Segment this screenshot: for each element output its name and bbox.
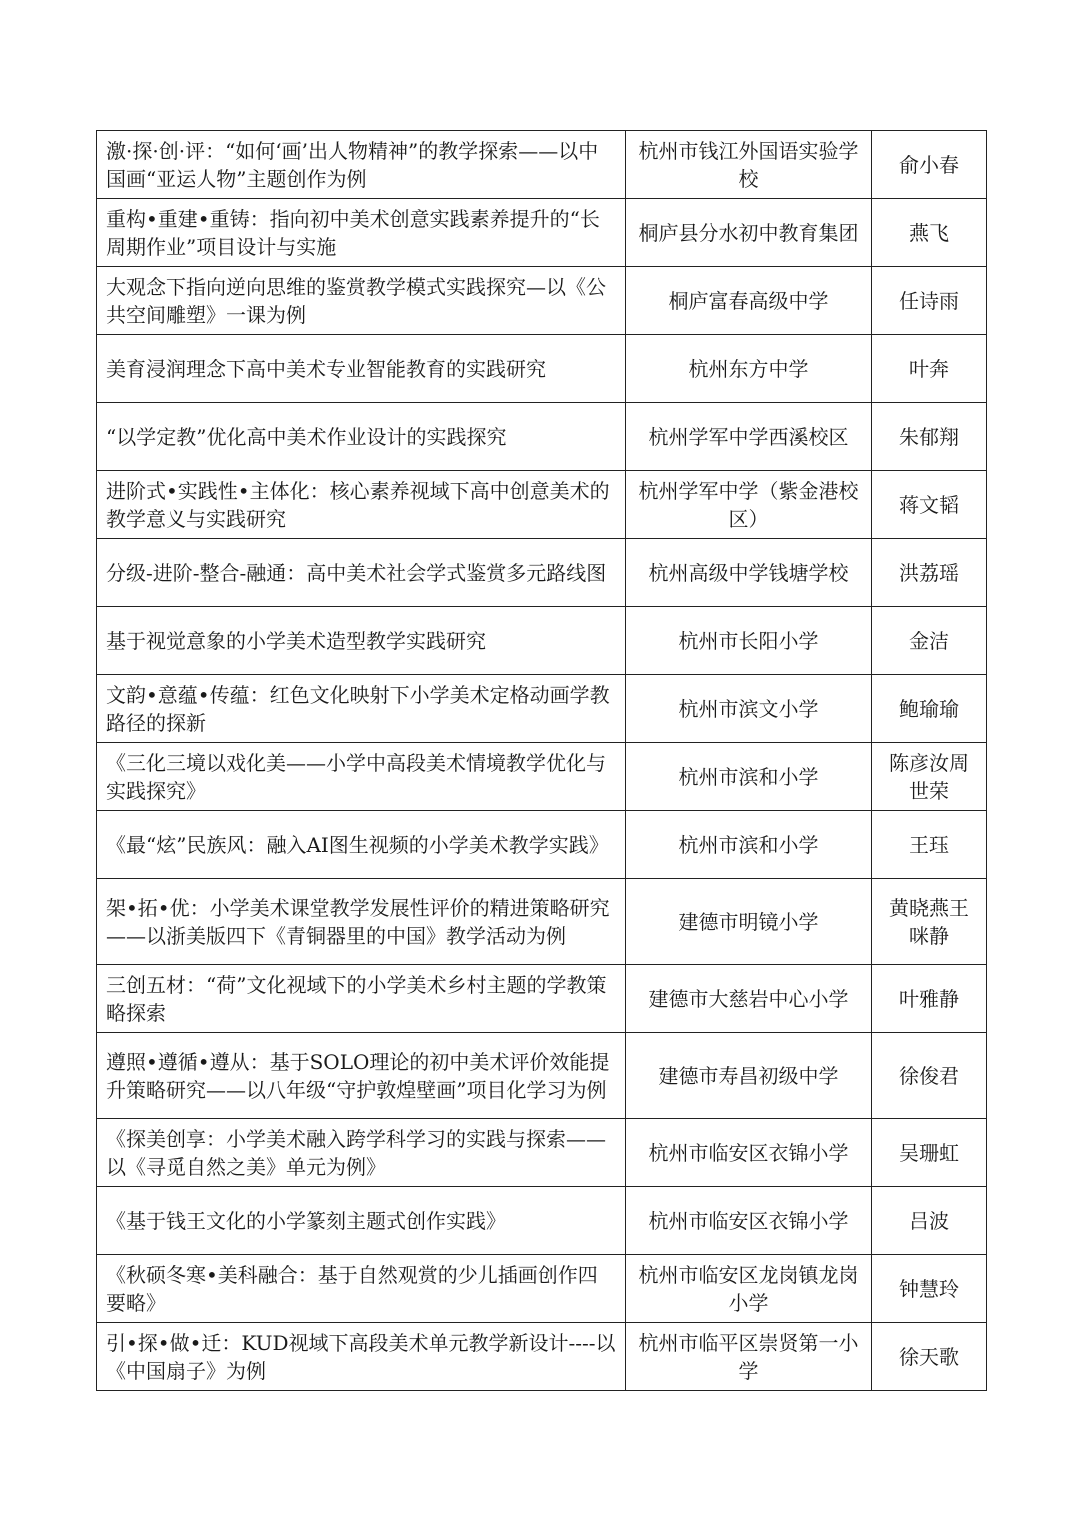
row-author: 吕波	[872, 1187, 987, 1255]
award-table	[96, 130, 987, 1391]
row-title: 《三化三境以戏化美——小学中高段美术情境教学优化与实践探究》	[97, 743, 626, 811]
table-row	[97, 335, 987, 403]
row-title: 三创五材：“荷”文化视域下的小学美术乡村主题的学教策略探索	[97, 965, 626, 1033]
row-author: 叶雅静	[872, 965, 987, 1033]
table-row	[97, 1187, 987, 1255]
row-title: 激·探·创·评：“如何‘画’出人物精神”的教学探索——以中国画“亚运人物”主题创作为例	[97, 131, 626, 199]
row-author: 徐天歌	[872, 1323, 987, 1391]
row-title: 架•拓•优：小学美术课堂教学发展性评价的精进策略研究——以浙美版四下《青铜器里的中国》教学活动为例	[97, 879, 626, 965]
row-author: 金洁	[872, 607, 987, 675]
row-school: 建德市大慈岩中心小学	[626, 965, 872, 1033]
table-row	[97, 675, 987, 743]
row-school: 杭州市滨和小学	[626, 743, 872, 811]
table-row	[97, 539, 987, 607]
row-author: 钟慧玲	[872, 1255, 987, 1323]
row-author: 鲍瑜瑜	[872, 675, 987, 743]
row-school: 建德市明镜小学	[626, 879, 872, 965]
table-row	[97, 1119, 987, 1187]
row-school: 建德市寿昌初级中学	[626, 1033, 872, 1119]
table-row	[97, 607, 987, 675]
row-title: 文韵•意蕴•传蕴：红色文化映射下小学美术定格动画学教路径的探新	[97, 675, 626, 743]
table-row	[97, 267, 987, 335]
table-row	[97, 1255, 987, 1323]
row-title: 大观念下指向逆向思维的鉴赏教学模式实践探究—以《公共空间雕塑》一课为例	[97, 267, 626, 335]
row-school: 杭州学军中学（紫金港校区）	[626, 471, 872, 539]
row-author: 王珏	[872, 811, 987, 879]
row-author: 陈彦汝周世荣	[872, 743, 987, 811]
row-author: 俞小春	[872, 131, 987, 199]
table-row	[97, 403, 987, 471]
table-row	[97, 1323, 987, 1391]
row-title: 进阶式•实践性•主体化：核心素养视域下高中创意美术的教学意义与实践研究	[97, 471, 626, 539]
row-school: 杭州学军中学西溪校区	[626, 403, 872, 471]
row-school: 杭州市钱江外国语实验学校	[626, 131, 872, 199]
row-author: 朱郁翔	[872, 403, 987, 471]
row-school: 杭州市长阳小学	[626, 607, 872, 675]
row-school: 桐庐县分水初中教育集团	[626, 199, 872, 267]
row-title: 《探美创享：小学美术融入跨学科学习的实践与探索——以《寻觅自然之美》单元为例》	[97, 1119, 626, 1187]
row-title: 美育浸润理念下高中美术专业智能教育的实践研究	[97, 335, 626, 403]
row-author: 蒋文韬	[872, 471, 987, 539]
row-title: 遵照•遵循•遵从：基于SOLO理论的初中美术评价效能提升策略研究——以八年级“守护敦煌壁画”项目化学习为例	[97, 1033, 626, 1119]
row-school: 杭州市临安区衣锦小学	[626, 1119, 872, 1187]
row-title: 分级-进阶-整合-融通：高中美术社会学式鉴赏多元路线图	[97, 539, 626, 607]
row-title: “以学定教”优化高中美术作业设计的实践探究	[97, 403, 626, 471]
row-school: 杭州市临安区龙岗镇龙岗小学	[626, 1255, 872, 1323]
row-school: 杭州东方中学	[626, 335, 872, 403]
row-author: 燕飞	[872, 199, 987, 267]
table-row	[97, 811, 987, 879]
row-author: 洪荔瑶	[872, 539, 987, 607]
table-row	[97, 471, 987, 539]
row-title: 《最“炫”民族风：融入AI图生视频的小学美术教学实践》	[97, 811, 626, 879]
table-row	[97, 131, 987, 199]
row-title: 重构•重建•重铸：指向初中美术创意实践素养提升的“长周期作业”项目设计与实施	[97, 199, 626, 267]
table-row	[97, 965, 987, 1033]
row-author: 徐俊君	[872, 1033, 987, 1119]
row-title: 《基于钱王文化的小学篆刻主题式创作实践》	[97, 1187, 626, 1255]
row-author: 吴珊虹	[872, 1119, 987, 1187]
row-title: 基于视觉意象的小学美术造型教学实践研究	[97, 607, 626, 675]
document-page	[96, 130, 986, 1391]
row-author: 任诗雨	[872, 267, 987, 335]
row-school: 杭州市临安区衣锦小学	[626, 1187, 872, 1255]
row-school: 杭州市滨文小学	[626, 675, 872, 743]
table-row	[97, 879, 987, 965]
row-school: 杭州高级中学钱塘学校	[626, 539, 872, 607]
row-title: 引•探•做•迁：KUD视域下高段美术单元教学新设计----以《中国扇子》为例	[97, 1323, 626, 1391]
row-title: 《秋硕冬寒•美科融合：基于自然观赏的少儿插画创作四要略》	[97, 1255, 626, 1323]
row-school: 杭州市临平区崇贤第一小学	[626, 1323, 872, 1391]
row-school: 杭州市滨和小学	[626, 811, 872, 879]
row-author: 叶奔	[872, 335, 987, 403]
table-row	[97, 1033, 987, 1119]
table-row	[97, 199, 987, 267]
row-author: 黄晓燕王咪静	[872, 879, 987, 965]
row-school: 桐庐富春高级中学	[626, 267, 872, 335]
table-row	[97, 743, 987, 811]
